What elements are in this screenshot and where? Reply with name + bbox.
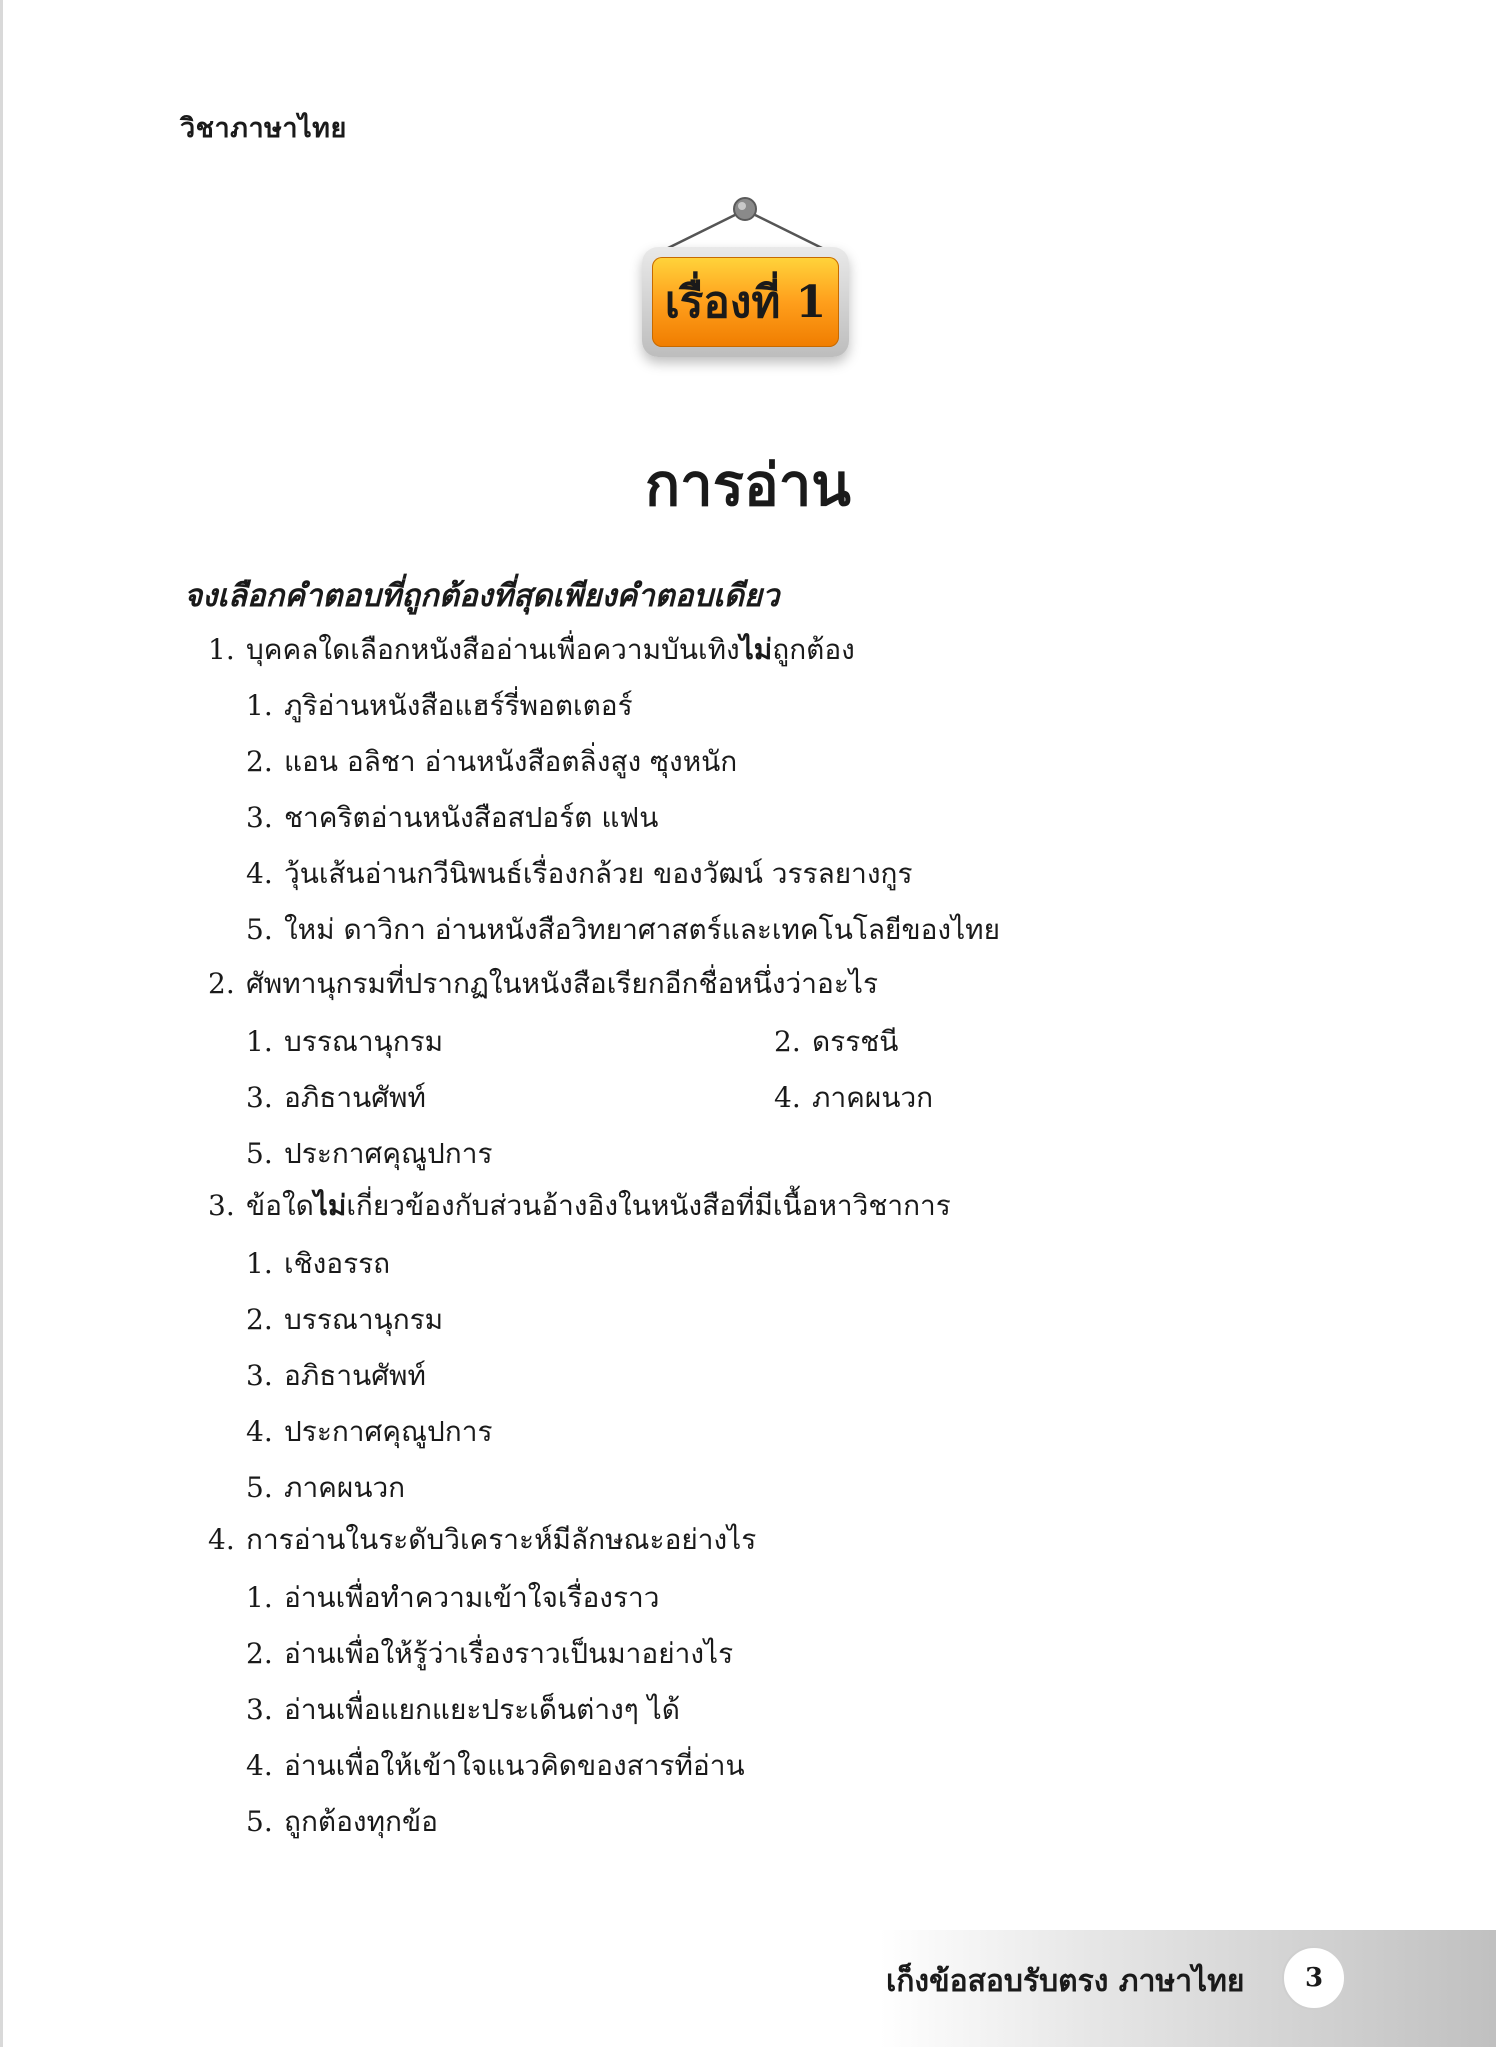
option-text: ประกาศคุณูปการ (284, 1415, 493, 1448)
question-emphasis: ไม่ (739, 633, 773, 666)
sign-board (642, 247, 849, 357)
option (774, 1024, 898, 1060)
option (246, 1246, 390, 1282)
question-number: 2. (208, 967, 235, 1000)
option-text: ภาคผนวก (812, 1081, 934, 1114)
option-text: แอน อลิชา อ่านหนังสือตลิ่งสูง ซุงหนัก (284, 745, 738, 778)
option (246, 744, 737, 780)
option-text: วุ้นเส้นอ่านกวีนิพนธ์เรื่องกล้วย ของวัฒน์ วรรลยางกูร (284, 857, 913, 890)
hanging-sign (630, 190, 870, 390)
option-text: อ่านเพื่อให้เข้าใจแนวคิดของสารที่อ่าน (284, 1749, 745, 1782)
option (246, 1414, 493, 1450)
option-number: 2. (246, 745, 273, 778)
option-text: ภาคผนวก (284, 1471, 406, 1504)
option-text: อ่านเพื่อให้รู้ว่าเรื่องราวเป็นมาอย่างไร (284, 1637, 734, 1670)
option (246, 1748, 745, 1784)
option (246, 1636, 733, 1672)
option-text: อ่านเพื่อทำความเข้าใจเรื่องราว (284, 1581, 660, 1614)
option (246, 1024, 443, 1060)
option (246, 1470, 405, 1506)
question-text-end: เกี่ยวข้องกับส่วนอ้างอิงในหนังสือที่มีเนื้อหาวิชาการ (346, 1189, 951, 1222)
option-text: บรรณานุกรม (284, 1025, 444, 1058)
option-number: 5. (246, 1471, 273, 1504)
option-number: 4. (246, 1415, 273, 1448)
option-number: 4. (774, 1081, 801, 1114)
option (774, 1080, 933, 1116)
option-number: 1. (246, 1247, 273, 1280)
option (246, 1358, 426, 1394)
option-number: 3. (246, 1693, 273, 1726)
option (246, 1692, 680, 1728)
question-text-end: ถูกต้อง (772, 633, 855, 666)
option-text: ดรรชนี (812, 1025, 899, 1058)
option-text: อภิธานศัพท์ (284, 1359, 426, 1392)
option-number: 2. (246, 1637, 273, 1670)
option-text: เชิงอรรถ (284, 1247, 391, 1280)
question-text: บุคคลใดเลือกหนังสืออ่านเพื่อความบันเทิง (246, 633, 740, 666)
option (246, 912, 1000, 948)
question-3 (208, 1188, 951, 1224)
option-number: 3. (246, 1359, 273, 1392)
instruction: จงเลือกคำตอบที่ถูกต้องที่สุดเพียงคำตอบเดียว (184, 578, 780, 614)
option-text: อ่านเพื่อแยกแยะประเด็นต่างๆ ได้ (284, 1693, 680, 1726)
footer-book-title: เก็งข้อสอบรับตรง ภาษาไทย (886, 1964, 1245, 1999)
subject-header: วิชาภาษาไทย (180, 113, 347, 144)
question-2 (208, 966, 878, 1002)
option-number: 1. (246, 1025, 273, 1058)
option-number: 3. (246, 801, 273, 834)
option-text: ภูริอ่านหนังสือแฮร์รี่พอตเตอร์ (284, 689, 633, 722)
option (246, 1302, 443, 1338)
option-number: 1. (246, 689, 273, 722)
option (246, 1804, 438, 1840)
question-number: 3. (208, 1189, 235, 1222)
option-text: บรรณานุกรม (284, 1303, 444, 1336)
option (246, 1080, 426, 1116)
option-number: 2. (246, 1303, 273, 1336)
question-text: ข้อใด (246, 1189, 314, 1222)
question-emphasis: ไม่ (313, 1189, 347, 1222)
question-number: 4. (208, 1523, 235, 1556)
option-number: 1. (246, 1581, 273, 1614)
option-number: 5. (246, 913, 273, 946)
question-4 (208, 1522, 756, 1558)
option (246, 688, 633, 724)
option (246, 856, 913, 892)
question-number: 1. (208, 633, 235, 666)
option-number: 5. (246, 1805, 273, 1838)
question-1 (208, 632, 855, 668)
option-number: 3. (246, 1081, 273, 1114)
question-text: การอ่านในระดับวิเคราะห์มีลักษณะอย่างไร (246, 1523, 757, 1556)
option-text: อภิธานศัพท์ (284, 1081, 426, 1114)
option (246, 1136, 493, 1172)
option-number: 4. (246, 857, 273, 890)
option-text: ประกาศคุณูปการ (284, 1137, 493, 1170)
page-edge (0, 0, 3, 2047)
chapter-title: การอ่าน (645, 451, 851, 519)
option-text: ถูกต้องทุกข้อ (284, 1805, 438, 1838)
option-number: 4. (246, 1749, 273, 1782)
option-text: ชาคริตอ่านหนังสือสปอร์ต แฟน (284, 801, 659, 834)
page-number-badge: 3 (1282, 1946, 1346, 2010)
option (246, 1580, 659, 1616)
sign-label: เรื่องที่ 1 (652, 257, 839, 347)
question-text: ศัพทานุกรมที่ปรากฏในหนังสือเรียกอีกชื่อหนึ่งว่าอะไร (246, 967, 878, 1000)
option (246, 800, 658, 836)
option-number: 2. (774, 1025, 801, 1058)
option-number: 5. (246, 1137, 273, 1170)
option-text: ใหม่ ดาวิกา อ่านหนังสือวิทยาศาสตร์และเทคโนโลยีของไทย (284, 913, 1001, 946)
